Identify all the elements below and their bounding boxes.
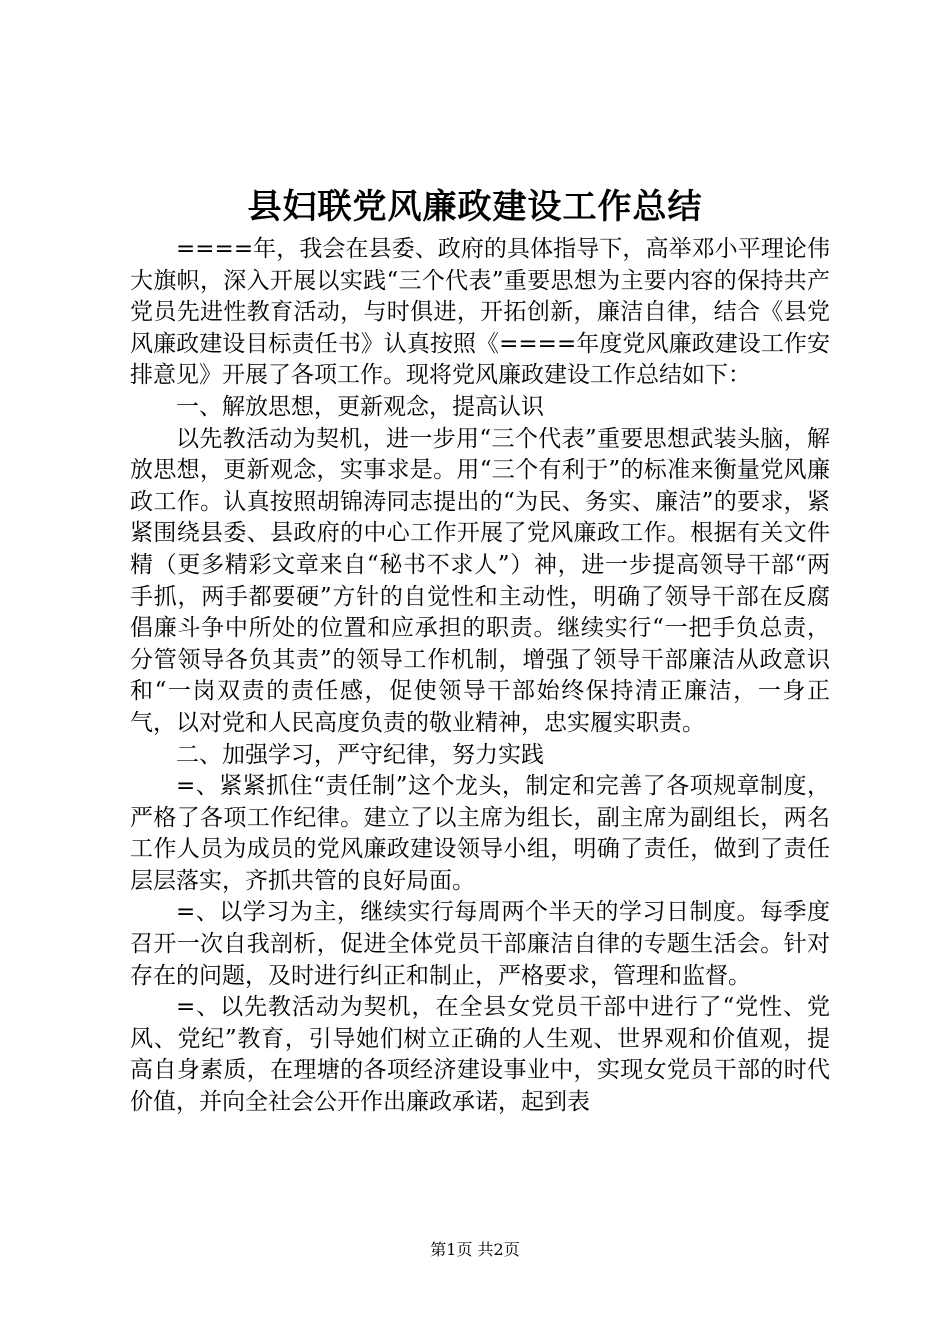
section-1-heading: 一、解放思想，更新观念，提高认识 xyxy=(176,393,544,420)
document-title: 县妇联党风廉政建设工作总结 xyxy=(247,187,703,227)
section-2-item-2: =、以学习为主，继续实行每周两个半天的学习日制度。每季度召开一次自我剖析，促进全体党员干部廉洁自律的专题生活会。针对存在的问题，及时进行纠正和制止，严格要求，管理和监督。 xyxy=(130,899,830,989)
section-1-paragraph: 以先教活动为契机，进一步用“三个代表”重要思想武装头脑，解放思想，更新观念，实事求是。用“三个有利于”的标准来衡量党风廉政工作。认真按照胡锦涛同志提出的“为民、务实、廉洁”的要求，紧紧围绕县委、县政府的中心工作开展了党风廉政工作。根据有关文件精（更多精彩文章来自“秘书不求人”）神，进一步提高领导干部“两手抓，两手都要硬”方针的自觉性和主动性，明确了领导干部在反腐倡廉斗争中所处的位置和应承担的职责。继续实行“一把手负总责，分管领导各负其责”的领导工作机制，增强了领导干部廉洁从政意识和“一岗双责的责任感，促使领导干部始终保持清正廉洁，一身正气，以对党和人民高度负责的敬业精神，忠实履实职责。 xyxy=(130,425,830,736)
section-2-heading: 二、加强学习，严守纪律，努力实践 xyxy=(176,741,544,768)
page-footer: 第1页 共2页 xyxy=(430,1240,520,1259)
section-2-item-1: =、紧紧抓住“责任制”这个龙头，制定和完善了各项规章制度，严格了各项工作纪律。建立了以主席为组长，副主席为副组长，两名工作人员为成员的党风廉政建设领导小组，明确了责任，做到了责任层层落实，齐抓共管的良好局面。 xyxy=(130,773,830,894)
section-2-item-3: =、以先教活动为契机，在全县女党员干部中进行了“党性、党风、党纪”教育，引导她们树立正确的人生观、世界观和价值观，提高自身素质，在理塘的各项经济建设事业中，实现女党员干部的时代价值，并向全社会公开作出廉政承诺，起到表 xyxy=(130,994,830,1116)
intro-paragraph: ====年，我会在县委、政府的具体指导下，高举邓小平理论伟大旗帜，深入开展以实践“三个代表”重要思想为主要内容的保持共产党员先进性教育活动，与时俱进，开拓创新，廉洁自律，结合《县党风廉政建设目标责任书》认真按照《====年度党风廉政建设工作安排意见》开展了各项工作。现将党风廉政建设工作总结如下： xyxy=(130,236,830,389)
document-body xyxy=(130,234,830,1119)
